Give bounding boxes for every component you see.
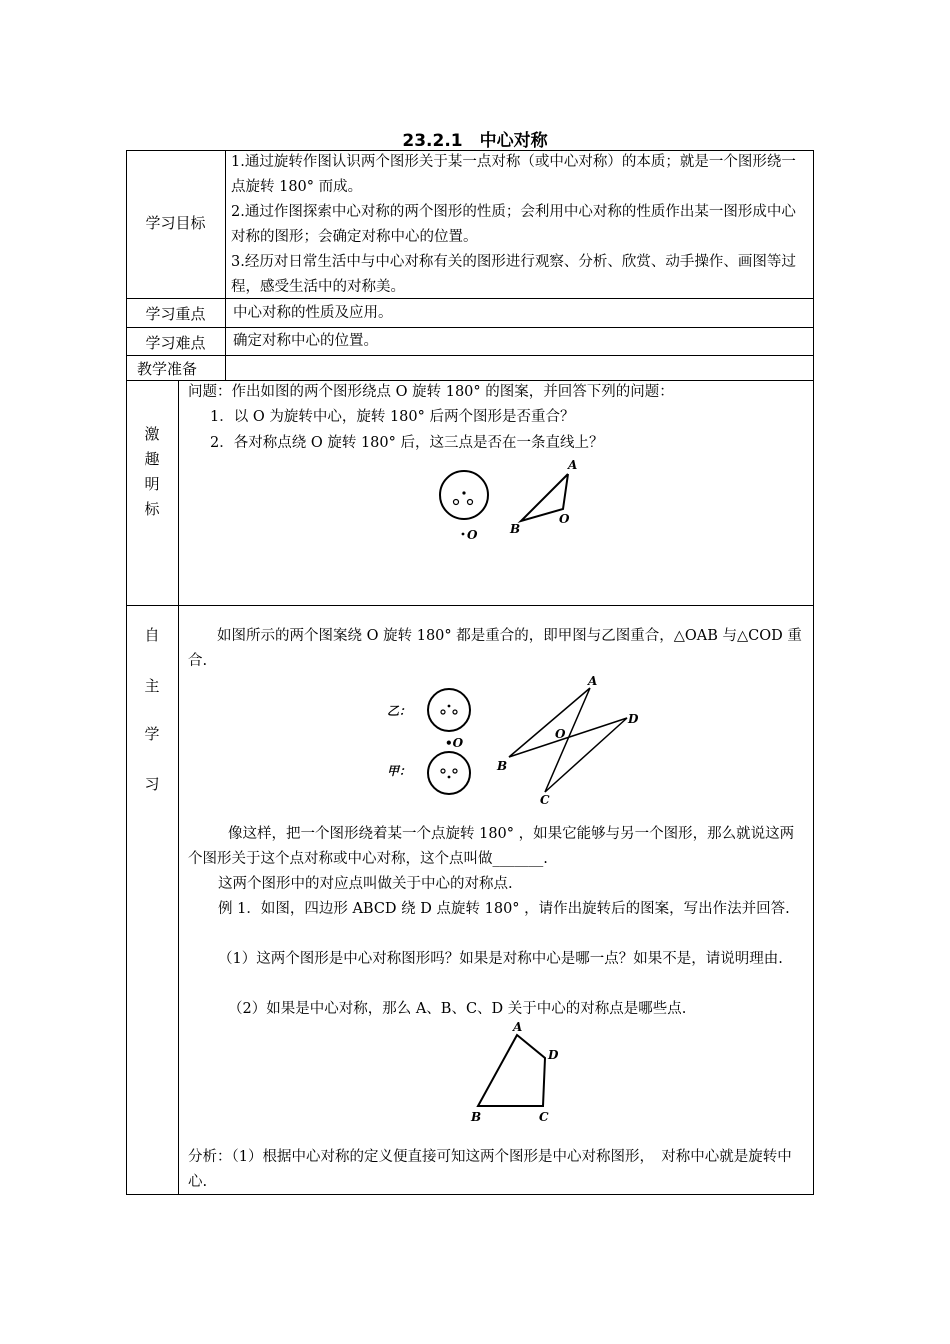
- label-A: A: [568, 458, 578, 472]
- objective-item: 1.通过旋转作图认识两个图形关于某一点对称（或中心对称）的本质；就是一个图形绕一点旋转 180° 而成。: [231, 154, 796, 195]
- section2-label-char: 主: [144, 677, 160, 695]
- section2-label-char: 学: [144, 725, 160, 743]
- label-yi: 乙：: [387, 704, 412, 718]
- paragraph-2: 像这样，把一个图形绕着某一个点旋转 180° ，如果它能够与另一个图形，那么就说这两个图形关于这个点对称或中心对称，这个点叫做_______.: [188, 826, 795, 867]
- example-question-2: （2）如果是中心对称，那么 A、B、C、D 关于中心的对称点是哪些点.: [228, 1001, 687, 1017]
- label-A: A: [513, 1020, 523, 1034]
- center-point: [462, 533, 465, 536]
- label-B: B: [510, 522, 521, 536]
- dot: [441, 769, 445, 773]
- paragraph-1: 如图所示的两个图案绕 O 旋转 180° 都是重合的，即甲图与乙图重合，△OAB 与△COD 重合.: [188, 628, 802, 669]
- difficulty-text: 确定对称中心的位置。: [233, 333, 378, 349]
- section1-label-char: 明: [144, 475, 160, 493]
- objectives-content: [231, 150, 807, 300]
- difficulty-label: 学习难点: [145, 334, 206, 352]
- label-O: O: [555, 727, 566, 741]
- dot: [441, 710, 445, 714]
- example-question-1: （1）这两个图形是中心对称图形吗？如果是对称中心是哪一点？如果不是，请说明理由.: [218, 951, 783, 967]
- section2-label-char: 自: [144, 626, 160, 644]
- figure-circle-triangle: [430, 455, 590, 545]
- figure-symmetric-pair: [385, 674, 645, 809]
- label-B: B: [497, 759, 508, 773]
- key-point-label: 学习重点: [145, 305, 206, 323]
- paragraph-3: 这两个图形中的对应点叫做关于中心的对称点.: [218, 876, 513, 892]
- dot: [453, 710, 457, 714]
- label-B: B: [471, 1110, 482, 1124]
- problem-text: 问题：作出如图的两个图形绕点 O 旋转 180° 的图案，并回答下列的问题：: [188, 384, 674, 400]
- page-title: 23.2.1 中心对称: [402, 131, 548, 151]
- quadrilateral-shape: [478, 1035, 545, 1106]
- circle-shape: [440, 471, 488, 519]
- section1-label-char: 标: [144, 500, 160, 518]
- section1-label-char: 趣: [144, 450, 160, 468]
- dot: [453, 769, 457, 773]
- dot: [454, 500, 459, 505]
- label-C: C: [540, 793, 550, 807]
- objective-item: 2.通过作图探索中心对称的两个图形的性质；会利用中心对称的性质作出某一图形成中心对称的图形；会确定对称中心的位置。: [231, 204, 796, 245]
- column-divider: [178, 380, 179, 1195]
- label-A: A: [588, 674, 598, 688]
- circle-yi: [428, 689, 470, 731]
- prep-label: 教学准备: [136, 360, 197, 378]
- dot: [448, 705, 451, 708]
- row-divider: [126, 327, 814, 328]
- label-O-small: O: [467, 528, 478, 542]
- dot: [448, 776, 451, 779]
- objective-item: 3.经历对日常生活中与中心对称有关的图形进行观察、分析、欣赏、动手操作、画图等过程，感受生活中的对称美。: [231, 254, 796, 295]
- objectives-label: 学习目标: [145, 214, 206, 232]
- row-divider: [126, 355, 814, 356]
- dot: [462, 491, 465, 494]
- question-1: 1．以 O 为旋转中心，旋转 180° 后两个图形是否重合？: [210, 409, 575, 425]
- label-O-center: •O: [445, 736, 464, 750]
- example-1: 例 1．如图，四边形 ABCD 绕 D 点旋转 180° ，请作出旋转后的图案，写出作法并回答.: [218, 901, 790, 917]
- label-jia: 甲：: [387, 764, 412, 778]
- label-O: O: [559, 512, 570, 526]
- section1-label-char: 激: [144, 425, 160, 443]
- label-D: D: [548, 1048, 559, 1062]
- figure-quadrilateral: [465, 1018, 575, 1128]
- question-2: 2．各对称点绕 O 旋转 180° 后，这三点是否在一条直线上？: [210, 435, 604, 451]
- column-divider: [225, 150, 226, 381]
- label-D: D: [628, 712, 639, 726]
- dot: [468, 500, 473, 505]
- key-point-text: 中心对称的性质及应用。: [233, 305, 393, 321]
- label-C: C: [539, 1110, 549, 1124]
- row-divider: [126, 605, 814, 606]
- section2-label-char: 习: [144, 775, 160, 793]
- circle-jia: [428, 752, 470, 794]
- bowtie-shape: [509, 688, 627, 792]
- analysis-text: 分析：（1）根据中心对称的定义便直接可知这两个图形是中心对称图形， 对称中心就是旋转中心.: [188, 1149, 792, 1190]
